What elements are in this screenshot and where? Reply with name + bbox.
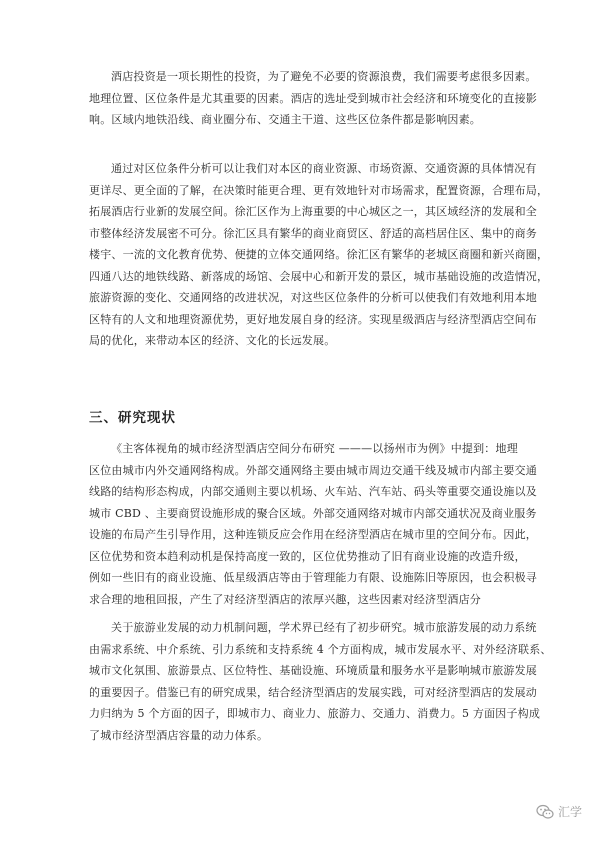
text-line: 区位由城市内外交通网络构成。外部交通网络主要由城市周边交通干线及城市内部主要交通 <box>89 463 537 477</box>
text-line: 《主客体视角的城市经济型酒店空间分布研究 ———以扬州市为例》中提到：地理 <box>111 442 518 455</box>
paragraph-driving-mechanism <box>89 617 552 746</box>
paragraph-research-citation <box>89 438 537 610</box>
text-line: 区特有的人文和地理资源优势，更好地发展自身的经济。实现星级酒店与经济型酒店空间布 <box>89 312 537 326</box>
text-line: 例如一些旧有的商业设施、低星级酒店等由于管理能力有限、设施陈旧等原因，也会积极寻 <box>89 571 537 584</box>
text-line: 旅游资源的变化、交通网络的改进状况，对这些区位条件的分析可以使我们有效地利用本地 <box>89 291 537 304</box>
text-line: 力归纳为 5 个方面的因子，即城市力、商业力、旅游力、交通力、消费力。5 方面因子构成 <box>89 707 541 720</box>
text-line: 关于旅游业发展的动力机制问题，学术界已经有了初步研究。城市旅游发展的动力系统 <box>111 621 537 634</box>
text-line: 城市 CBD 、主要商贸设施形成的聚合区域。外部交通网络对城市内部交通状况及商业服务 <box>89 506 537 520</box>
text-line: 通过对区位条件分析可以让我们对本区的商业资源、市场资源、交通资源的具体情况有 <box>111 162 537 175</box>
text-line: 了城市经济型酒店容量的动力体系。 <box>89 728 269 742</box>
text-line: 局的优化，来带动本区的经济、文化的长远发展。 <box>89 334 336 347</box>
text-line: 四通八达的地铁线路、新落成的场馆、会展中心和新开发的景区，城市基础设施的改造情况， <box>89 269 549 283</box>
text-line: 设施的布局产生引导作用，这种连锁反应会作用在经济型酒店在城市里的空间分布。因此， <box>89 528 537 541</box>
text-line: 楼宇、一流的文化教育优势、便捷的立体交通网络。徐汇区有繁华的老城区商圈和新兴商圈， <box>89 248 549 261</box>
text-line: 由需求系统、中介系统、引力系统和支持系统 4 个方面构成，城市发展水平、对外经济联系、 <box>89 642 552 656</box>
text-line: 市整体经济发展密不可分。徐汇区具有繁华的商业商贸区、舒适的高档居住区、集中的商务 <box>89 226 537 240</box>
watermark <box>536 803 582 820</box>
text-line: 区位优势和资本趋利动机是保持高度一致的，区位优势推动了旧有商业设施的改造升级， <box>89 549 526 563</box>
text-line: 拓展酒店行业新的发展空间。徐汇区作为上海重要的中心城区之一，其区域经济的发展和全 <box>89 205 537 218</box>
text-line: 城市文化氛围、旅游景点、区位特性、基础设施、环境质量和服务水平是影响城市旅游发展 <box>89 664 537 677</box>
text-line: 响。区域内地铁沿线、商业圈分布、交通主干道、这些区位条件都是影响因素。 <box>89 113 481 126</box>
text-line: 求合理的地租回报，产生了对经济型酒店的浓厚兴趣，这些因素对经济型酒店分 <box>89 592 481 606</box>
paragraph-hotel-investment <box>89 66 537 131</box>
text-line: 酒店投资是一项长期性的投资，为了避免不必要的资源浪费，我们需要考虑很多因素。 <box>111 70 537 83</box>
wechat-icon <box>536 804 554 820</box>
text-line: 线路的结构形态构成，内部交通则主要以机场、火车站、汽车站、码头等重要交通设施以及 <box>89 485 537 498</box>
watermark-text: 汇学 <box>557 805 582 819</box>
paragraph-location-analysis <box>89 158 549 352</box>
text-line: 更详尽、更全面的了解，在决策时能更合理、更有效地针对市场需求，配置资源，合理布局， <box>89 183 549 197</box>
section-heading: 三、研究现状 <box>89 410 176 426</box>
text-line: 地理位置、区位条件是尤其重要的因素。酒店的选址受到城市社会经济和环境变化的直接影 <box>89 91 537 105</box>
text-line: 的重要因子。借鉴已有的研究成果，结合经济型酒店的发展实践，可对经济型酒店的发展动 <box>89 685 537 699</box>
